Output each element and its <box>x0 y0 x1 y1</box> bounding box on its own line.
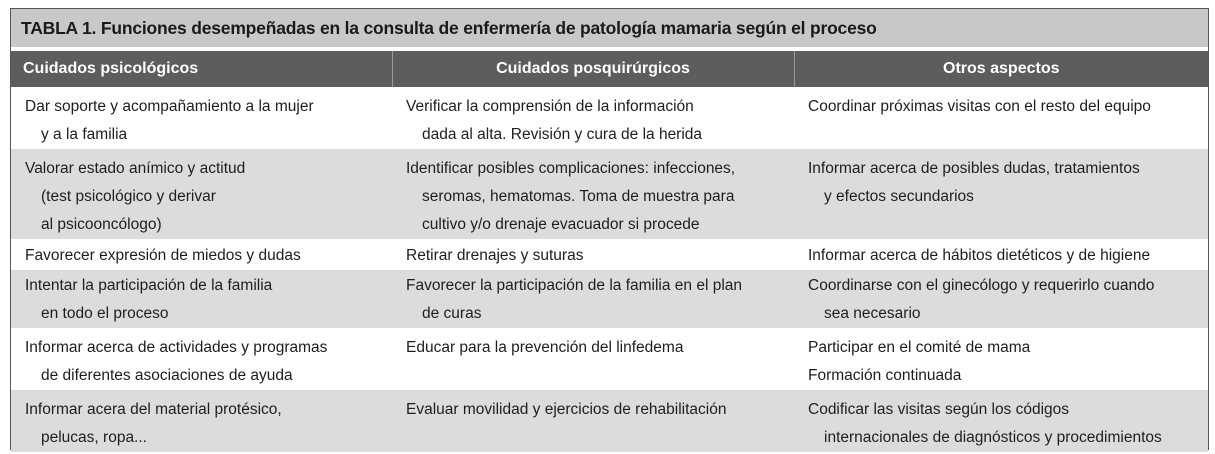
table-row <box>11 149 1208 239</box>
cell-line: Codificar las visitas según los códigos <box>808 401 1070 418</box>
table-cell <box>11 270 392 328</box>
table-cell <box>11 87 392 149</box>
cell-line: pelucas, ropa... <box>41 429 147 446</box>
cell-line: de diferentes asociaciones de ayuda <box>41 367 293 384</box>
cell-line: Retirar drenajes y suturas <box>406 247 584 264</box>
cell-line: Informar acerca de hábitos dietéticos y de higiene <box>808 247 1151 264</box>
cell-line: Evaluar movilidad y ejercicios de rehabilitación <box>406 401 727 418</box>
cell-line: Participar en el comité de mama <box>808 339 1031 356</box>
table-cell <box>11 149 392 239</box>
table-cell <box>11 328 392 390</box>
cell-line: Coordinar próximas visitas con el resto del equipo <box>808 98 1151 115</box>
table-row <box>11 239 1208 270</box>
cell-line: sea necesario <box>824 305 921 322</box>
header-otros-aspectos: Otros aspectos <box>794 51 1208 87</box>
header-row <box>11 51 1208 87</box>
table-row <box>11 390 1208 452</box>
table-cell <box>794 239 1208 270</box>
cell-line: Formación continuada <box>808 367 962 384</box>
cell-line: Favorecer expresión de miedos y dudas <box>25 247 301 264</box>
cell-line: y efectos secundarios <box>824 188 974 205</box>
cell-line: Informar acera del material protésico, <box>25 401 282 418</box>
functions-table <box>11 51 1208 452</box>
cell-line: Dar soporte y acompañamiento a la mujer <box>25 98 314 115</box>
cell-line: Intentar la participación de la familia <box>25 277 273 294</box>
cell-line: Identificar posibles complicaciones: infecciones, <box>406 160 736 177</box>
cell-line: internacionales de diagnósticos y procedimientos <box>824 429 1162 446</box>
cell-line: cultivo y/o drenaje evacuador si procede <box>422 216 700 233</box>
table-container <box>10 8 1209 450</box>
table-row <box>11 270 1208 328</box>
cell-line: en todo el proceso <box>41 305 169 322</box>
table-cell <box>794 390 1208 452</box>
table-cell <box>11 390 392 452</box>
table-cell <box>794 328 1208 390</box>
cell-line: al psicooncólogo) <box>41 216 162 233</box>
cell-line: Favorecer la participación de la familia en el plan <box>406 277 743 294</box>
table-row <box>11 328 1208 390</box>
table-cell <box>392 239 794 270</box>
cell-line: Coordinarse con el ginecólogo y requerirlo cuando <box>808 277 1155 294</box>
table-cell <box>392 87 794 149</box>
cell-line: (test psicológico y derivar <box>41 188 216 205</box>
cell-line: seromas, hematomas. Toma de muestra para <box>422 188 735 205</box>
cell-line: y a la familia <box>41 126 128 143</box>
header-cuidados-posquirurgicos: Cuidados posquirúrgicos <box>392 51 794 87</box>
table-cell <box>11 239 392 270</box>
table-cell <box>392 270 794 328</box>
header-cuidados-psicologicos: Cuidados psicológicos <box>11 51 392 87</box>
table-cell <box>794 149 1208 239</box>
cell-line: dada al alta. Revisión y cura de la herida <box>422 126 703 143</box>
table-cell <box>392 149 794 239</box>
table-cell <box>392 390 794 452</box>
cell-line: Valorar estado anímico y actitud <box>25 160 246 177</box>
cell-line: Educar para la prevención del linfedema <box>406 339 684 356</box>
cell-line: Informar acerca de actividades y programas <box>25 339 328 356</box>
cell-line: Verificar la comprensión de la información <box>406 98 694 115</box>
table-title: TABLA 1. Funciones desempeñadas en la consulta de enfermería de patología mamaria según el proceso <box>11 9 1208 51</box>
table-cell <box>794 87 1208 149</box>
cell-line: de curas <box>422 305 482 322</box>
table-row <box>11 87 1208 149</box>
cell-line: Informar acerca de posibles dudas, tratamientos <box>808 160 1140 177</box>
table-cell <box>794 270 1208 328</box>
table-cell <box>392 328 794 390</box>
